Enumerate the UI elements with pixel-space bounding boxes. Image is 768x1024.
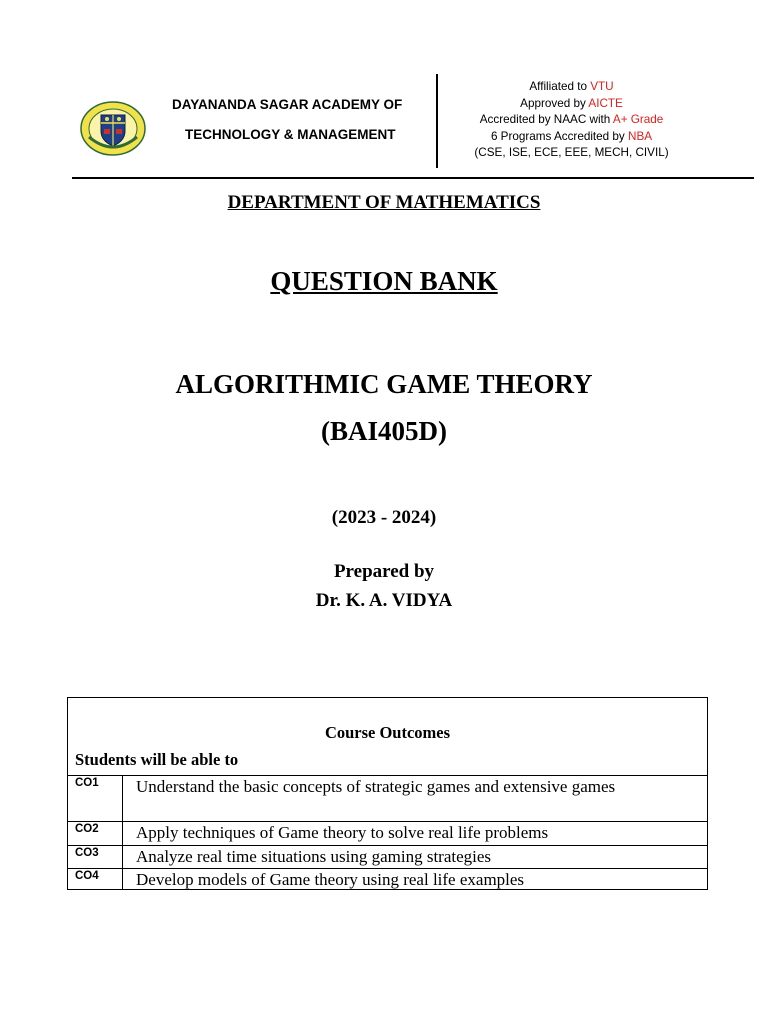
naac-line: Accredited by NAAC with A+ Grade xyxy=(479,113,664,126)
table-row xyxy=(68,821,707,845)
outcome-code: CO4 xyxy=(75,870,99,882)
outcome-code: CO3 xyxy=(75,847,99,859)
header-horizontal-rule xyxy=(72,177,754,179)
course-outcomes-subheading: Students will be able to xyxy=(75,750,239,769)
course-outcomes-heading: Course Outcomes xyxy=(324,723,451,742)
institution-name-line2: TECHNOLOGY & MANAGEMENT xyxy=(185,127,396,142)
prepared-by-label: Prepared by xyxy=(333,561,435,582)
course-title: ALGORITHMIC GAME THEORY xyxy=(175,369,593,399)
institution-crest-icon xyxy=(80,101,146,156)
approval-line: Approved by AICTE xyxy=(520,96,623,110)
course-outcomes-table xyxy=(67,697,708,890)
outcome-description: Analyze real time situations using gaming strategies xyxy=(136,847,492,866)
header-vertical-divider xyxy=(436,74,438,168)
department-title: DEPARTMENT OF MATHEMATICS xyxy=(227,192,541,213)
column-divider xyxy=(122,846,123,868)
outcome-code: CO2 xyxy=(75,823,99,835)
table-row xyxy=(68,775,707,821)
preparer-name: Dr. K. A. VIDYA xyxy=(315,590,453,611)
column-divider xyxy=(122,776,123,821)
institution-name-line1: DAYANANDA SAGAR ACADEMY OF xyxy=(172,97,403,112)
course-code: (BAI405D) xyxy=(321,416,447,446)
nba-line: 6 Programs Accredited by NBA xyxy=(490,129,653,143)
academic-year: (2023 - 2024) xyxy=(331,507,437,528)
outcome-description: Understand the basic concepts of strategic games and extensive games xyxy=(136,777,616,796)
outcome-description: Develop models of Game theory using real life examples xyxy=(136,870,525,889)
affiliation-line: Affiliated to VTU xyxy=(529,80,614,93)
table-row xyxy=(68,845,707,868)
table-row xyxy=(68,868,707,889)
outcome-description: Apply techniques of Game theory to solve real life problems xyxy=(136,823,549,842)
accreditation-block xyxy=(444,79,699,162)
column-divider xyxy=(122,869,123,889)
document-type-title: QUESTION BANK xyxy=(270,266,498,296)
column-divider xyxy=(122,822,123,845)
outcome-code: CO1 xyxy=(75,777,99,789)
programs-line: (CSE, ISE, ECE, EEE, MECH, CIVIL) xyxy=(474,146,669,159)
